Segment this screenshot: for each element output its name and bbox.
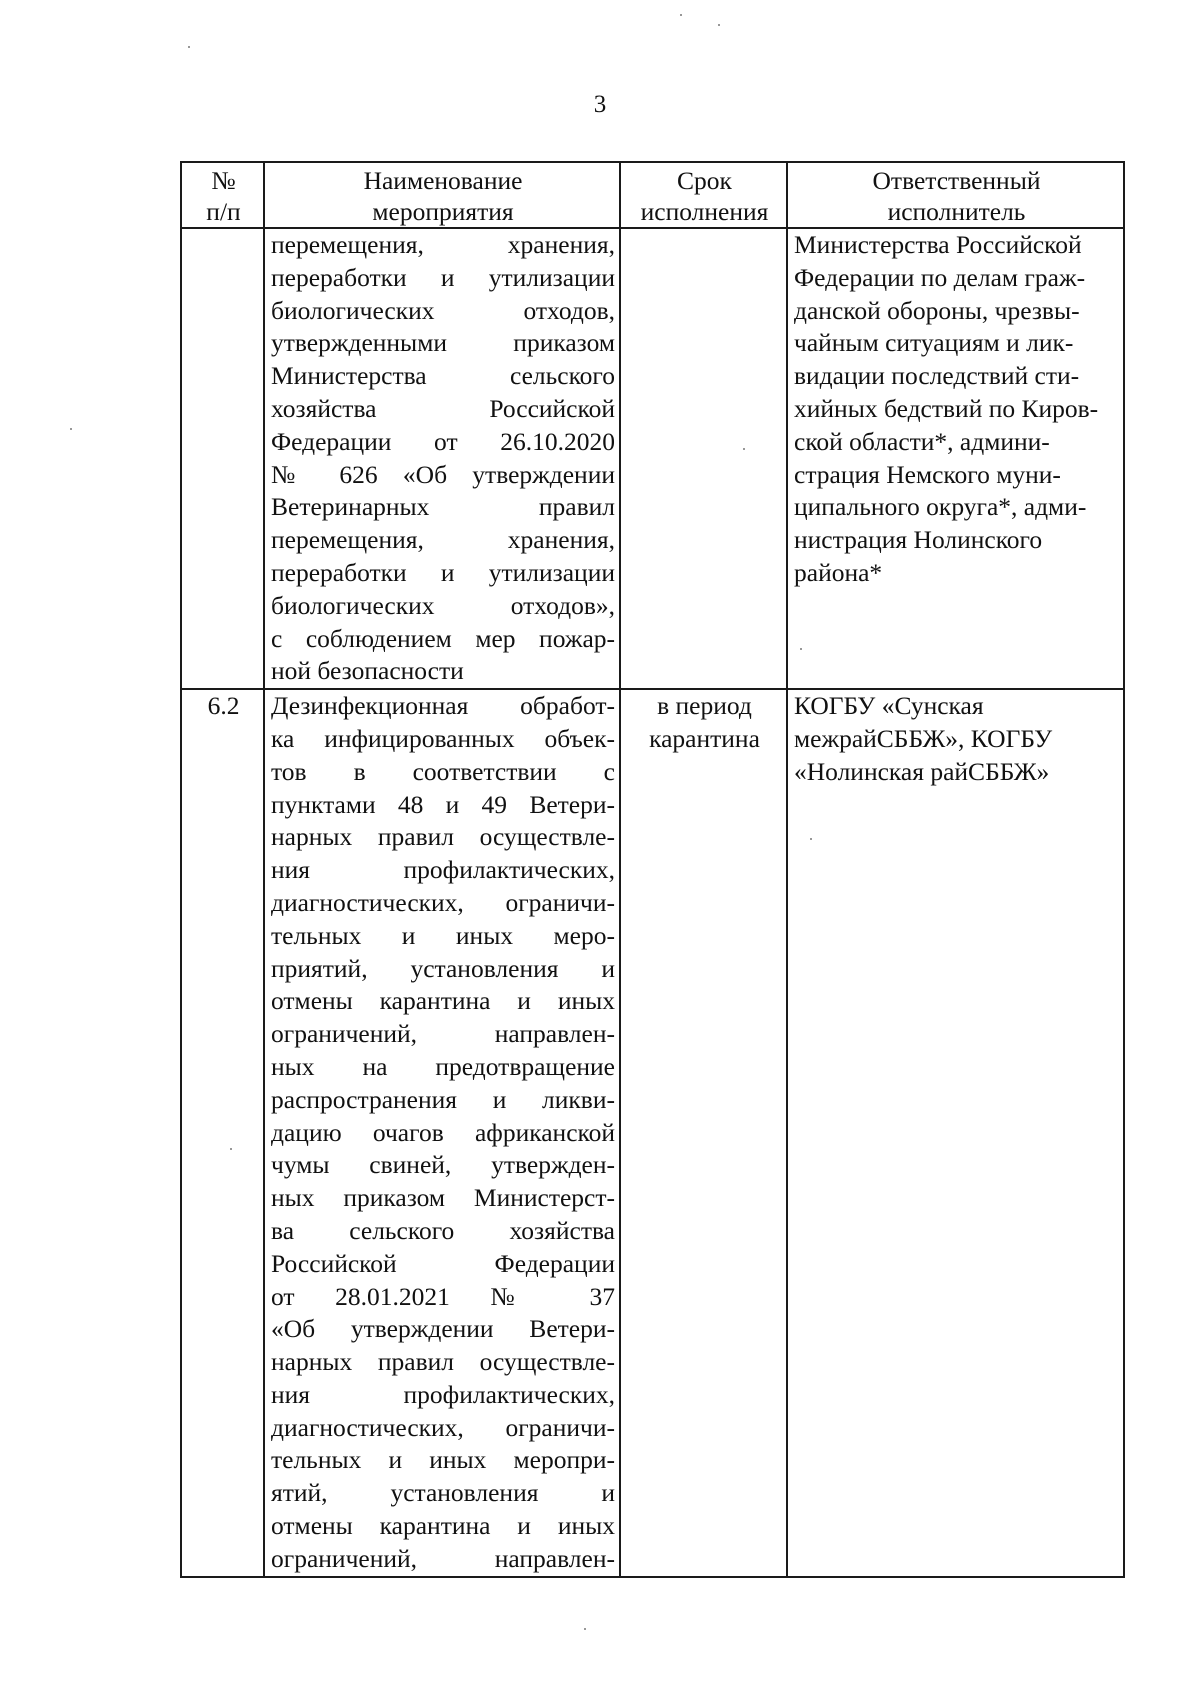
- cell-number: [181, 228, 264, 689]
- cell-text-line: тельных и иных меро-: [271, 920, 615, 950]
- scan-speck: [188, 46, 190, 48]
- cell-text-line: отмены карантина и иных: [271, 1511, 615, 1541]
- table-row: [181, 689, 1124, 1577]
- cell-measure-name: [264, 689, 620, 1577]
- cell-text-line: ных на предотвращение: [271, 1051, 615, 1081]
- cell-text-line: Федерации по делам граж-: [794, 262, 1086, 292]
- page-number: 3: [593, 91, 607, 118]
- cell-text-line: перемещения, хранения,: [271, 230, 615, 259]
- cell-deadline: [620, 689, 787, 1577]
- cell-text-line: ва сельского хозяйства: [271, 1215, 615, 1245]
- scan-speck: [70, 428, 72, 430]
- cell-text-line: ципального округа*, адми-: [794, 492, 1087, 522]
- cell-text-line: дацию очагов африканской: [271, 1117, 615, 1147]
- cell-text-line: ятий, установления и: [271, 1478, 615, 1508]
- header-responsible: [787, 162, 1124, 228]
- cell-text-line: данской обороны, чрезвы-: [794, 295, 1080, 325]
- cell-text-line: переработки и утилизации: [271, 262, 615, 292]
- cell-text-line: Российской Федерации: [271, 1248, 615, 1278]
- cell-text-line: КОГБУ «Сунская: [794, 691, 984, 721]
- scan-speck: [584, 1628, 586, 1630]
- cell-text-line: ния профилактических,: [271, 1379, 615, 1409]
- cell-deadline: [620, 228, 787, 689]
- header-number-line: №: [211, 166, 236, 195]
- cell-text-line: чайным ситуациям и лик-: [794, 328, 1074, 358]
- cell-text-line: отмены карантина и иных: [271, 986, 615, 1016]
- cell-text-line: ограничений, направлен-: [271, 1019, 615, 1049]
- cell-measure-name: [264, 228, 620, 689]
- cell-text-line: от 28.01.2021 № 37: [271, 1281, 615, 1311]
- cell-text-line: карантина: [649, 723, 760, 753]
- cell-text-line: биологических отходов,: [271, 295, 615, 325]
- cell-text-line: в период: [657, 691, 752, 721]
- header-number-line: п/п: [206, 197, 241, 226]
- cell-text-line: тельных и иных меропри-: [271, 1445, 615, 1475]
- header-measure-line: Наименование: [363, 166, 523, 195]
- cell-responsible: [787, 689, 1124, 1577]
- scan-speck: [743, 448, 745, 450]
- table-header-row: [181, 162, 1124, 228]
- cell-text-line: Федерации от 26.10.2020: [271, 426, 615, 456]
- cell-text-line: пунктами 48 и 49 Ветери-: [271, 789, 615, 819]
- cell-text-line: страция Немского муни-: [794, 459, 1061, 489]
- cell-text-line: «Нолинская райСББЖ»: [794, 756, 1050, 786]
- header-responsible-line: исполнитель: [887, 197, 1026, 226]
- scan-speck: [800, 648, 802, 650]
- scan-speck: [680, 14, 682, 16]
- measures-table: [180, 161, 1125, 1578]
- header-number: [181, 162, 264, 228]
- header-measure-name: [264, 162, 620, 228]
- cell-text-line: нарных правил осуществле-: [271, 822, 615, 852]
- cell-text-line: ка инфицированных объек-: [271, 723, 615, 753]
- cell-text-line: ных приказом Министерст-: [271, 1183, 615, 1213]
- cell-text-line: хозяйства Российской: [271, 393, 615, 423]
- cell-text-line: диагностических, ограничи-: [271, 887, 615, 917]
- cell-text-line: «Об утверждении Ветери-: [271, 1314, 615, 1344]
- header-responsible-line: Ответственный: [872, 166, 1041, 195]
- cell-text-line: ской области*, админи-: [794, 426, 1050, 456]
- cell-text-line: приятий, установления и: [271, 953, 615, 983]
- cell-text-line: нистрация Нолинского: [794, 525, 1043, 555]
- cell-text-line: межрайСББЖ», КОГБУ: [794, 723, 1053, 753]
- cell-text-line: видации последствий сти-: [794, 361, 1080, 391]
- cell-text-line: с соблюдением мер пожар-: [271, 623, 615, 653]
- cell-text-line: чумы свиней, утвержден-: [271, 1150, 615, 1180]
- scan-speck: [718, 24, 720, 26]
- scan-speck: [230, 1148, 232, 1150]
- scan-speck: [810, 838, 812, 840]
- cell-responsible: [787, 228, 1124, 689]
- table-row: [181, 228, 1124, 689]
- cell-text-line: Ветеринарных правил: [271, 492, 615, 522]
- cell-text-line: распространения и ликви-: [271, 1084, 615, 1114]
- cell-text-line: переработки и утилизации: [271, 557, 615, 587]
- cell-text-line: ной безопасности: [271, 656, 464, 686]
- header-deadline: [620, 162, 787, 228]
- cell-text-line: ограничений, направлен-: [271, 1543, 615, 1573]
- cell-text-line: утвержденными приказом: [271, 328, 615, 358]
- cell-text-line: нарных правил осуществле-: [271, 1347, 615, 1377]
- cell-text-line: ния профилактических,: [271, 855, 615, 885]
- cell-text-line: Дезинфекционная обработ-: [271, 691, 615, 721]
- cell-text-line: Министерства сельского: [271, 361, 615, 391]
- header-deadline-line: исполнения: [640, 197, 769, 226]
- cell-number: 6.2: [181, 689, 264, 1577]
- cell-text-line: района*: [794, 557, 883, 587]
- cell-text-line: тов в соответствии с: [271, 756, 615, 786]
- header-deadline-line: Срок: [677, 166, 732, 195]
- cell-text-line: перемещения, хранения,: [271, 525, 615, 555]
- cell-text-line: Министерства Российской: [794, 230, 1082, 259]
- cell-text-line: № 626 «Об утверждении: [271, 459, 615, 489]
- header-measure-line: мероприятия: [372, 197, 514, 226]
- cell-text-line: диагностических, ограничи-: [271, 1412, 615, 1442]
- cell-text-line: биологических отходов»,: [271, 590, 615, 620]
- cell-text-line: хийных бедствий по Киров-: [794, 393, 1099, 423]
